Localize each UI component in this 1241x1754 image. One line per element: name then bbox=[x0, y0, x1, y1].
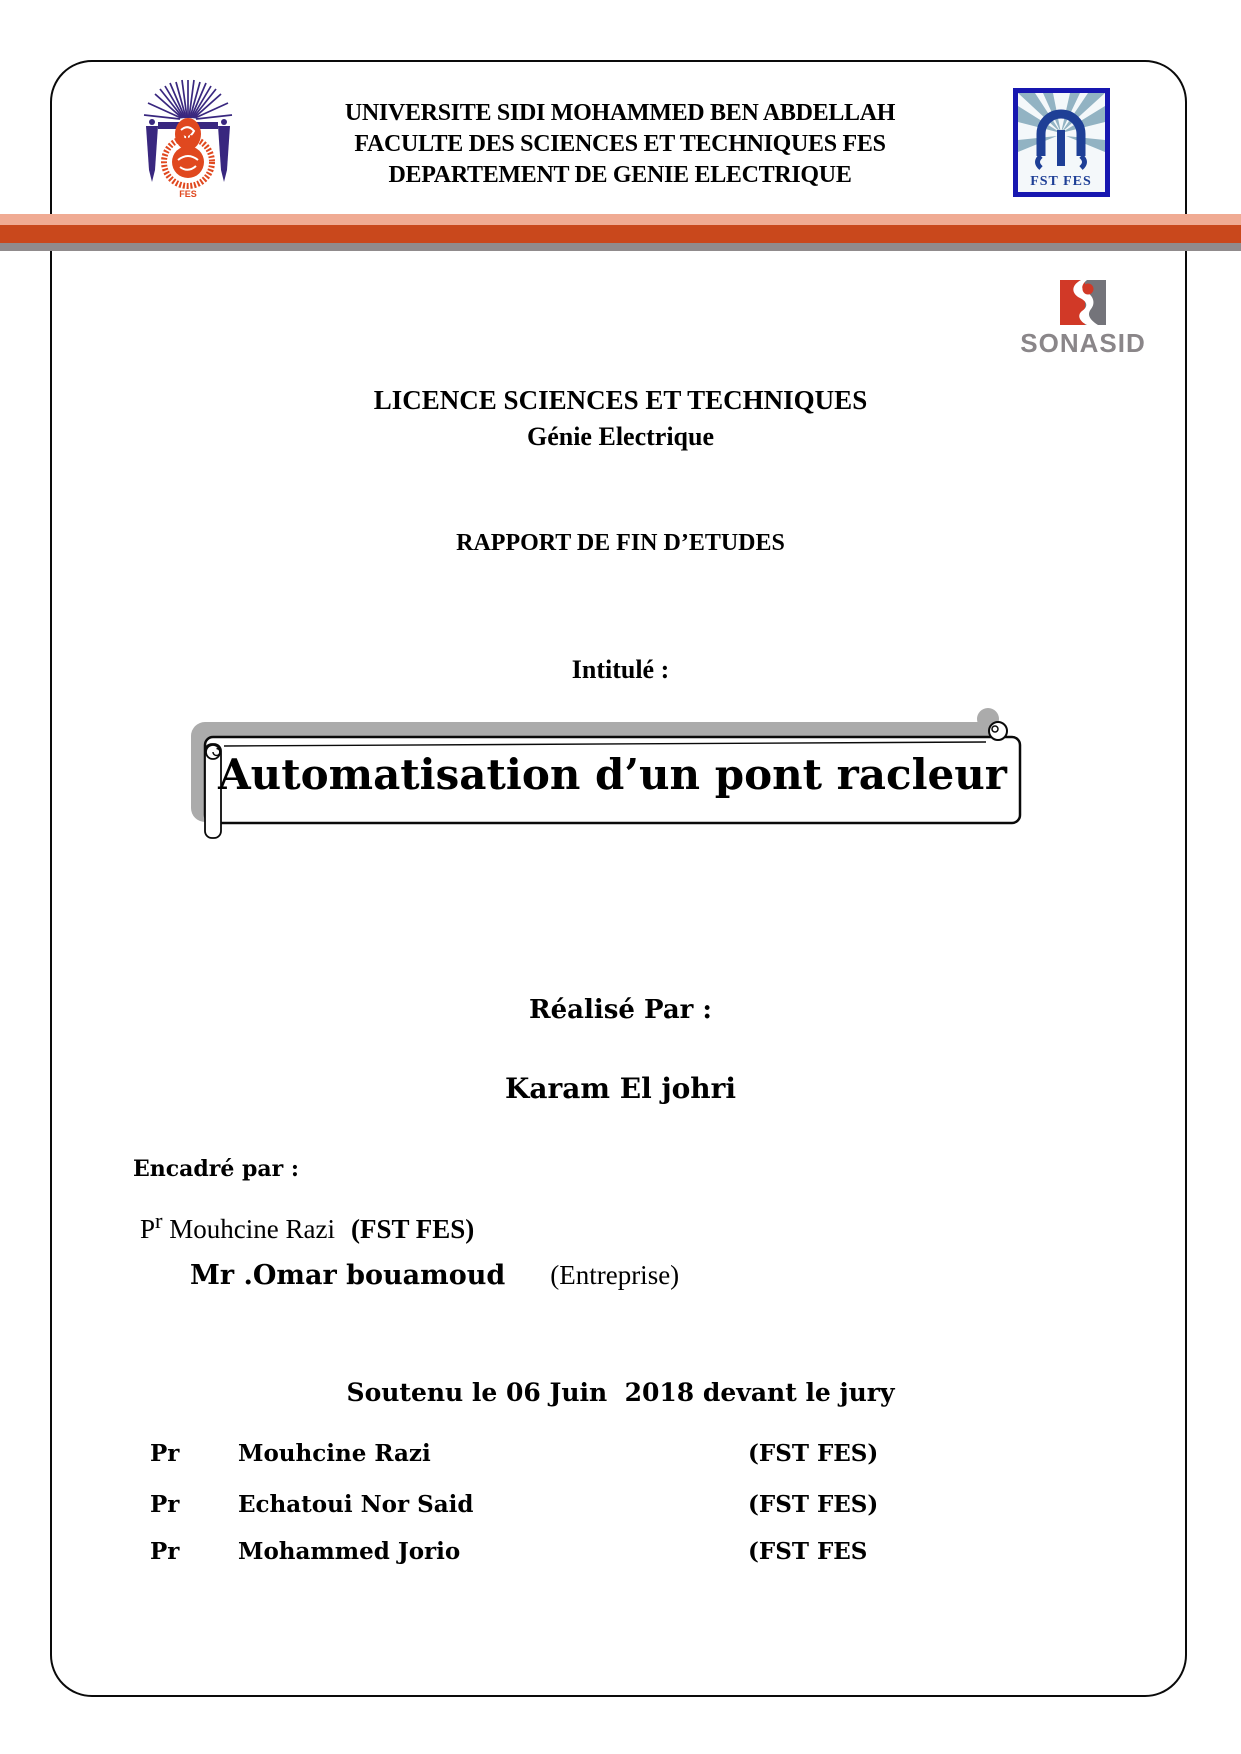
document-header bbox=[240, 98, 1000, 191]
jury-org: (FST FES) bbox=[748, 1440, 879, 1467]
sonasid-logo-icon bbox=[1060, 280, 1106, 325]
header-faculty-line: FACULTE DES SCIENCES ET TECHNIQUES FES bbox=[354, 131, 886, 157]
intitule-label: Intitulé : bbox=[571, 655, 670, 684]
report-type: RAPPORT DE FIN D’ETUDES bbox=[456, 530, 785, 556]
realise-label: Réalisé Par : bbox=[528, 995, 713, 1025]
accent-bar bbox=[0, 214, 1241, 251]
supervisor2-org: (Entreprise) bbox=[550, 1260, 680, 1290]
jury-name: Mohammed Jorio bbox=[238, 1538, 461, 1565]
supervisor1-name: Mouhcine Razi bbox=[162, 1214, 335, 1244]
jury-org: (FST FES) bbox=[748, 1491, 879, 1518]
jury-org: (FST FES bbox=[748, 1538, 868, 1565]
program-line1: LICENCE SCIENCES ET TECHNIQUES bbox=[373, 385, 868, 415]
jury-name: Mouhcine Razi bbox=[238, 1440, 431, 1467]
accent-bar-orange bbox=[0, 225, 1241, 243]
accent-bar-gray bbox=[0, 243, 1241, 251]
jury-title: Pr bbox=[150, 1440, 180, 1467]
sonasid-logo bbox=[1008, 280, 1158, 359]
jury-title: Pr bbox=[150, 1538, 180, 1565]
program-line2: Génie Electrique bbox=[526, 422, 714, 451]
university-logo-label: FES bbox=[179, 189, 197, 199]
author-name: Karam El johri bbox=[504, 1072, 737, 1105]
supervisor1-prefix: P bbox=[140, 1214, 156, 1244]
encadre-label: Encadré par : bbox=[133, 1156, 300, 1182]
supervisor2-name: Mr .Omar bouamoud bbox=[190, 1260, 506, 1291]
defense-line: Soutenu le 06 Juin 2018 devant le jury bbox=[346, 1378, 895, 1407]
sonasid-label: SONASID bbox=[1020, 328, 1146, 358]
university-logo-icon bbox=[136, 70, 240, 200]
project-title: Automatisation d’un pont racleur bbox=[218, 750, 1007, 799]
fst-fes-logo-label: FST FES bbox=[1030, 174, 1092, 189]
header-department-line: DEPARTEMENT DE GENIE ELECTRIQUE bbox=[388, 162, 852, 188]
header-university-line: UNIVERSITE SIDI MOHAMMED BEN ABDELLAH bbox=[344, 100, 896, 126]
fst-fes-logo-icon bbox=[1013, 88, 1110, 197]
supervisor1-superscript: r bbox=[155, 1208, 163, 1233]
jury-title: Pr bbox=[150, 1491, 180, 1518]
accent-bar-salmon bbox=[0, 214, 1241, 225]
jury-name: Echatoui Nor Said bbox=[238, 1491, 474, 1518]
supervisor1-org: (FST FES) bbox=[351, 1214, 475, 1244]
